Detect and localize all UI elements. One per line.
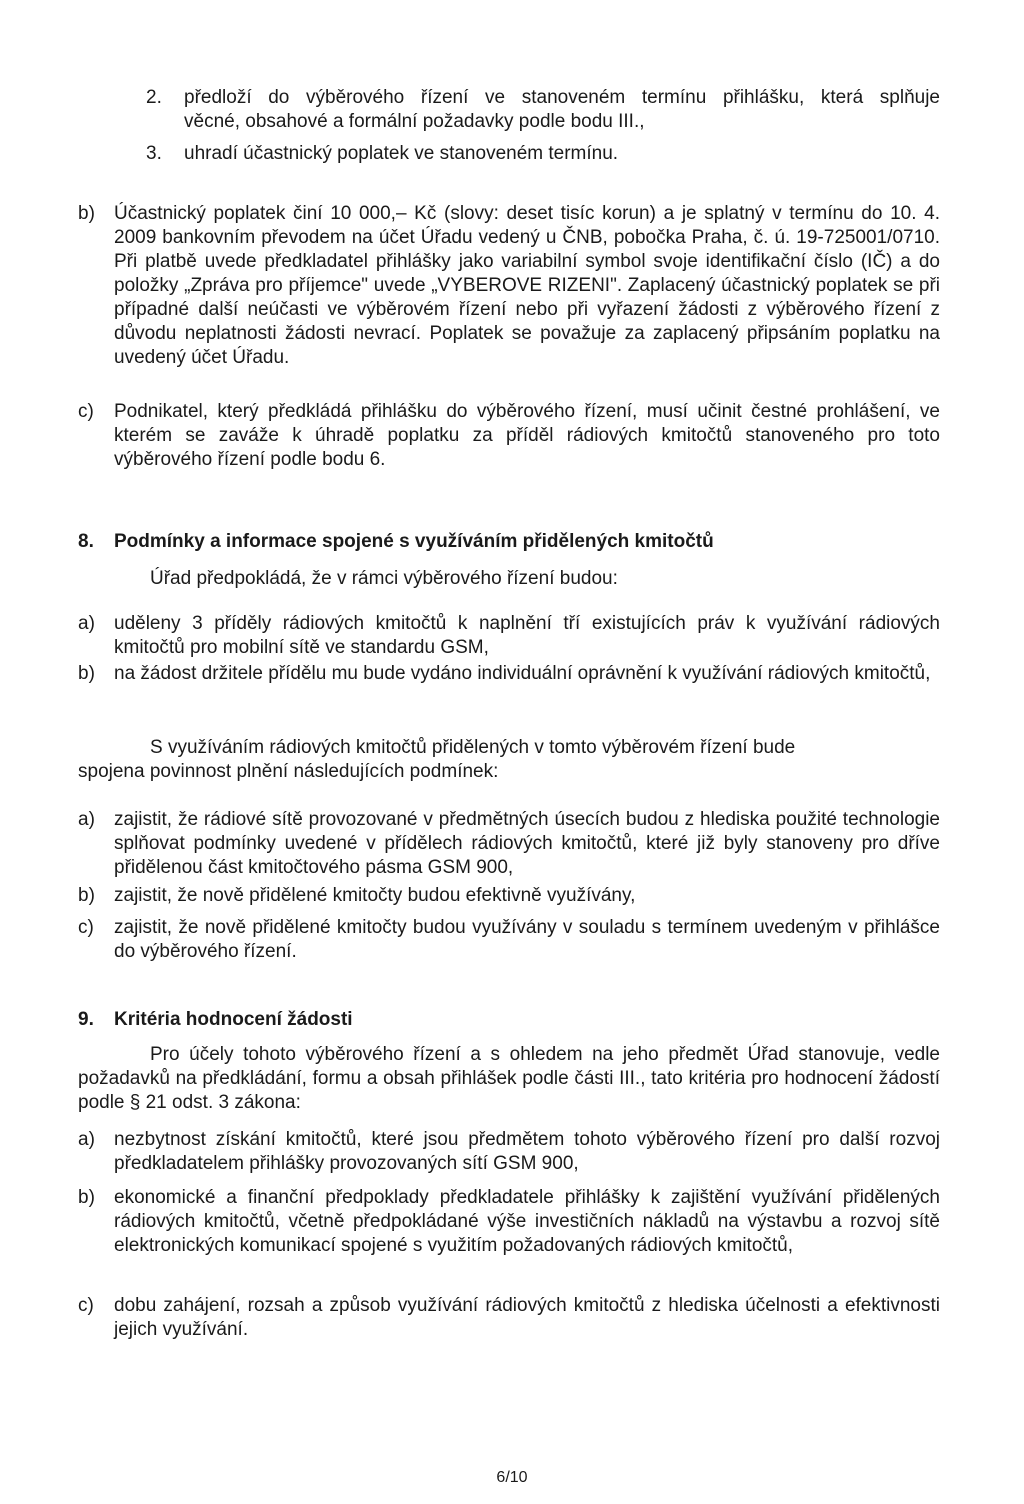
condition-c [78, 916, 940, 964]
paragraph-b [78, 202, 940, 370]
item-text: dobu zahájení, rozsah a způsob využívání rádiových kmitočtů z hlediska účelnosti a efektivnosti jejich využívání. [114, 1295, 940, 1340]
section-8-heading [78, 530, 714, 554]
condition-b [78, 884, 940, 908]
section-number: 8. [78, 531, 94, 552]
item-label: b) [78, 663, 95, 684]
item-text: ekonomické a finanční předpoklady předkladatele přihlášky k zajištění využívání přidělených rádiových kmitočtů, včetně předpokládané výše investičních nákladů na výstavbu a rozvoj sítě elektronických komunikací spojené s využitím požadovaných rádiových kmitočtů, [114, 1187, 940, 1256]
paragraph-label: c) [78, 401, 94, 422]
item-label: a) [78, 613, 95, 634]
list-item-3 [146, 142, 940, 166]
condition-label: c) [78, 917, 94, 938]
condition-text: zajistit, že nově přidělené kmitočty budou efektivně využívány, [114, 885, 636, 906]
section-9-heading [78, 1008, 353, 1032]
section-8-item-a [78, 612, 940, 660]
item-label: b) [78, 1187, 95, 1208]
list-text [184, 86, 940, 134]
condition-text: zajistit, že rádiové sítě provozované v předmětných úsecích budou z hlediska použité technologie splňovat podmínky uvedené v přídělech rádiových kmitočtů, které již byly stanoveny pro dříve přidělenou část kmitočtového pásma GSM 900, [114, 809, 940, 878]
paragraph-text: Účastnický poplatek činí 10 000,– Kč (slovy: deset tisíc korun) a je splatný v termínu do 10. 4. 2009 bankovním převodem na účet Úřadu vedený u ČNB, pobočka Praha, č. ú. 19-725001/0710. Při platbě uvede předkladatel přihlášky jako variabilní symbol svoje identifikační číslo (IČ) a do položky „Zpráva pro příjemce" uvede „VYBEROVE RIZENI". Zaplacený účastnický poplatek se při případné další neúčasti ve výběrovém řízení nebo při vyřazení žádosti z výběrového řízení z důvodu neplatnosti žádosti nevrací. Poplatek se považuje za zaplacený připsáním poplatku na uvedený účet Úřadu. [114, 203, 940, 368]
section-9-intro: Pro účely tohoto výběrového řízení a s ohledem na jeho předmět Úřad stanovuje, vedle požadavků na předkládání, formu a obsah přihlášek podle části III., tato kritéria pro hodnocení žádostí podle § 21 odst. 3 zákona: [78, 1044, 940, 1113]
obligation-line: S využíváním rádiových kmitočtů přidělených v tomto výběrovém řízení bude [150, 737, 796, 758]
list-line: věcné, obsahové a formální požadavky podle bodu III., [184, 111, 645, 132]
section-title: Kritéria hodnocení žádosti [114, 1009, 353, 1030]
item-label: c) [78, 1295, 94, 1316]
item-text: uděleny 3 příděly rádiových kmitočtů k naplnění tří existujících práv k využívání rádiových kmitočtů pro mobilní sítě ve standardu GSM, [114, 613, 940, 658]
section-9-item-a [78, 1128, 940, 1176]
page-number: 6/10 [496, 1469, 528, 1486]
item-text: nezbytnost získání kmitočtů, které jsou předmětem tohoto výběrového řízení pro další rozvoj předkladatelem přihlášky provozovaných sítí GSM 900, [114, 1129, 940, 1174]
item-label: a) [78, 1129, 95, 1150]
list-item-2 [146, 86, 940, 134]
list-line: předloží do výběrového řízení ve stanoveném termínu přihlášku, která splňuje [184, 87, 940, 108]
condition-text: zajistit, že nově přidělené kmitočty budou využívány v souladu s termínem uvedeným v přihlášce do výběrového řízení. [114, 917, 940, 962]
paragraph-c [78, 400, 940, 472]
section-9-item-c [78, 1294, 940, 1342]
section-8-intro: Úřad předpokládá, že v rámci výběrového řízení budou: [150, 568, 618, 589]
paragraph-text: Podnikatel, který předkládá přihlášku do výběrového řízení, musí učinit čestné prohlášení, ve kterém se zaváže k úhradě poplatku za příděl rádiových kmitočtů stanoveného pro toto výběrového řízení podle bodu 6. [114, 401, 940, 470]
condition-label: a) [78, 809, 95, 830]
obligation-paragraph [78, 736, 940, 784]
list-number: 3. [146, 143, 162, 164]
condition-label: b) [78, 885, 95, 906]
condition-a [78, 808, 940, 880]
paragraph-label: b) [78, 203, 95, 224]
item-text: na žádost držitele přídělu mu bude vydáno individuální oprávnění k využívání rádiových kmitočtů, [114, 663, 931, 684]
obligation-line: spojena povinnost plnění následujících podmínek: [78, 761, 499, 782]
section-title: Podmínky a informace spojené s využíváním přidělených kmitočtů [114, 531, 714, 552]
section-8-item-b [78, 662, 940, 686]
list-number: 2. [146, 87, 162, 108]
section-9-item-b [78, 1186, 940, 1258]
list-text: uhradí účastnický poplatek ve stanoveném termínu. [184, 143, 619, 164]
section-number: 9. [78, 1009, 94, 1030]
